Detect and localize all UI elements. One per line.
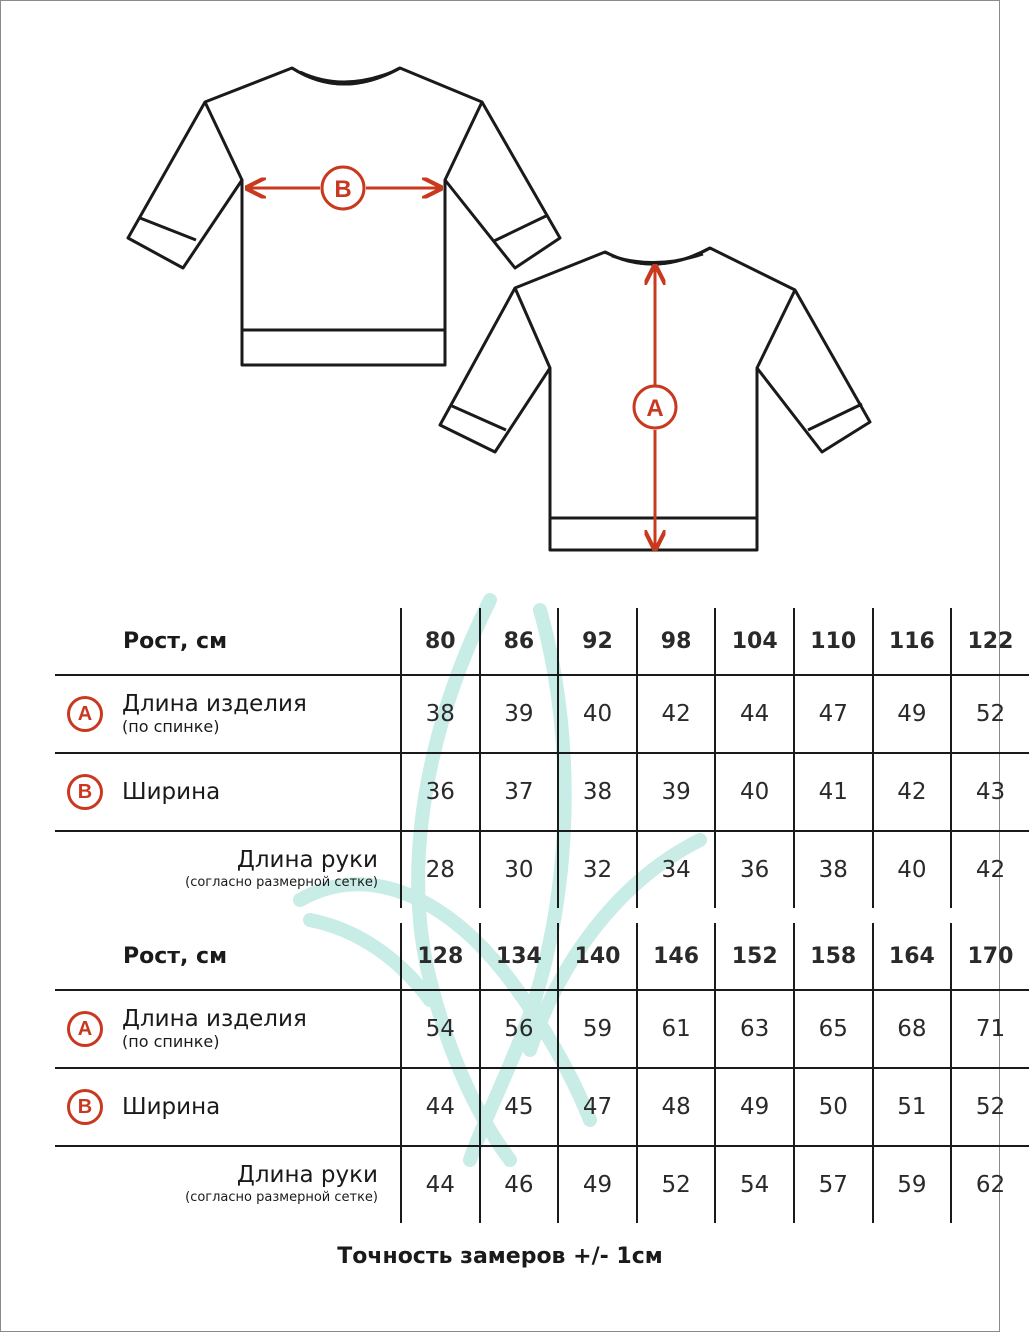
value-cell: 54 — [401, 990, 480, 1068]
table-row — [55, 990, 1029, 1068]
value-cell: 50 — [794, 1068, 873, 1146]
sweatshirt-front-icon — [128, 68, 560, 365]
size-table-1 — [55, 608, 1029, 908]
value-cell: 44 — [401, 1068, 480, 1146]
size-cell: 86 — [480, 608, 559, 675]
value-cell: 62 — [951, 1146, 1029, 1223]
badge-a-icon: A — [67, 696, 103, 732]
value-cell: 42 — [637, 675, 716, 753]
row-sublabel: (по спинке) — [122, 717, 220, 736]
value-cell: 56 — [480, 990, 559, 1068]
value-cell: 38 — [558, 753, 637, 831]
value-cell: 30 — [480, 831, 559, 908]
row-label: Ширина — [122, 1094, 221, 1120]
badge-b-icon: B — [67, 774, 103, 810]
size-cell: 128 — [401, 923, 480, 990]
value-cell: 71 — [951, 990, 1029, 1068]
table-row — [55, 753, 1029, 831]
value-cell: 40 — [873, 831, 952, 908]
value-cell: 40 — [715, 753, 794, 831]
value-cell: 54 — [715, 1146, 794, 1223]
value-cell: 45 — [480, 1068, 559, 1146]
row-label-length — [55, 675, 401, 753]
size-cell: 140 — [558, 923, 637, 990]
garment-illustrations — [0, 0, 1000, 600]
value-cell: 52 — [951, 1068, 1029, 1146]
value-cell: 47 — [794, 675, 873, 753]
value-cell: 65 — [794, 990, 873, 1068]
height-header-label: Рост, см — [123, 628, 228, 654]
value-cell: 44 — [715, 675, 794, 753]
value-cell: 39 — [637, 753, 716, 831]
row-sublabel: (согласно размерной сетке) — [185, 875, 378, 890]
value-cell: 40 — [558, 675, 637, 753]
value-cell: 32 — [558, 831, 637, 908]
row-label-sleeve — [55, 1146, 401, 1223]
size-cell: 98 — [637, 608, 716, 675]
value-cell: 36 — [715, 831, 794, 908]
value-cell: 52 — [951, 675, 1029, 753]
value-cell: 42 — [951, 831, 1029, 908]
value-cell: 52 — [637, 1146, 716, 1223]
value-cell: 49 — [558, 1146, 637, 1223]
size-cell: 122 — [951, 608, 1029, 675]
size-cell: 80 — [401, 608, 480, 675]
row-label-length — [55, 990, 401, 1068]
height-header-label: Рост, см — [123, 943, 228, 969]
size-cell: 170 — [951, 923, 1029, 990]
size-cell: 164 — [873, 923, 952, 990]
size-cell: 152 — [715, 923, 794, 990]
value-cell: 63 — [715, 990, 794, 1068]
accuracy-note: Точность замеров +/- 1см — [337, 1244, 663, 1269]
value-cell: 42 — [873, 753, 952, 831]
value-cell: 44 — [401, 1146, 480, 1223]
value-cell: 61 — [637, 990, 716, 1068]
value-cell: 38 — [794, 831, 873, 908]
row-label: Ширина — [122, 779, 221, 805]
value-cell: 46 — [480, 1146, 559, 1223]
row-label-width — [55, 753, 401, 831]
value-cell: 41 — [794, 753, 873, 831]
value-cell: 28 — [401, 831, 480, 908]
table-row — [55, 831, 1029, 908]
row-sublabel: (по спинке) — [122, 1032, 220, 1051]
value-cell: 51 — [873, 1068, 952, 1146]
table-row — [55, 675, 1029, 753]
row-label: Длина руки — [236, 847, 378, 873]
size-table-2 — [55, 923, 1029, 1223]
value-cell: 43 — [951, 753, 1029, 831]
value-cell: 47 — [558, 1068, 637, 1146]
value-cell: 57 — [794, 1146, 873, 1223]
value-cell: 59 — [873, 1146, 952, 1223]
badge-b-icon: B — [67, 1089, 103, 1125]
badge-b-label: B — [334, 176, 352, 203]
value-cell: 34 — [637, 831, 716, 908]
row-label: Длина изделия — [122, 691, 307, 717]
size-cell: 146 — [637, 923, 716, 990]
size-cell: 92 — [558, 608, 637, 675]
value-cell: 38 — [401, 675, 480, 753]
size-cell: 158 — [794, 923, 873, 990]
badge-a-label: A — [646, 395, 664, 422]
value-cell: 37 — [480, 753, 559, 831]
value-cell: 36 — [401, 753, 480, 831]
badge-a-icon: A — [67, 1011, 103, 1047]
row-label: Длина руки — [236, 1162, 378, 1188]
size-cell: 104 — [715, 608, 794, 675]
table-row — [55, 1068, 1029, 1146]
value-cell: 68 — [873, 990, 952, 1068]
value-cell: 39 — [480, 675, 559, 753]
row-label-sleeve — [55, 831, 401, 908]
size-cell: 116 — [873, 608, 952, 675]
size-cell: 134 — [480, 923, 559, 990]
value-cell: 49 — [715, 1068, 794, 1146]
table-header-row — [55, 923, 1029, 990]
row-sublabel: (согласно размерной сетке) — [185, 1190, 378, 1205]
row-label: Длина изделия — [122, 1006, 307, 1032]
value-cell: 49 — [873, 675, 952, 753]
table-row — [55, 1146, 1029, 1223]
value-cell: 48 — [637, 1068, 716, 1146]
table-header-row — [55, 608, 1029, 675]
row-label-width — [55, 1068, 401, 1146]
size-cell: 110 — [794, 608, 873, 675]
value-cell: 59 — [558, 990, 637, 1068]
